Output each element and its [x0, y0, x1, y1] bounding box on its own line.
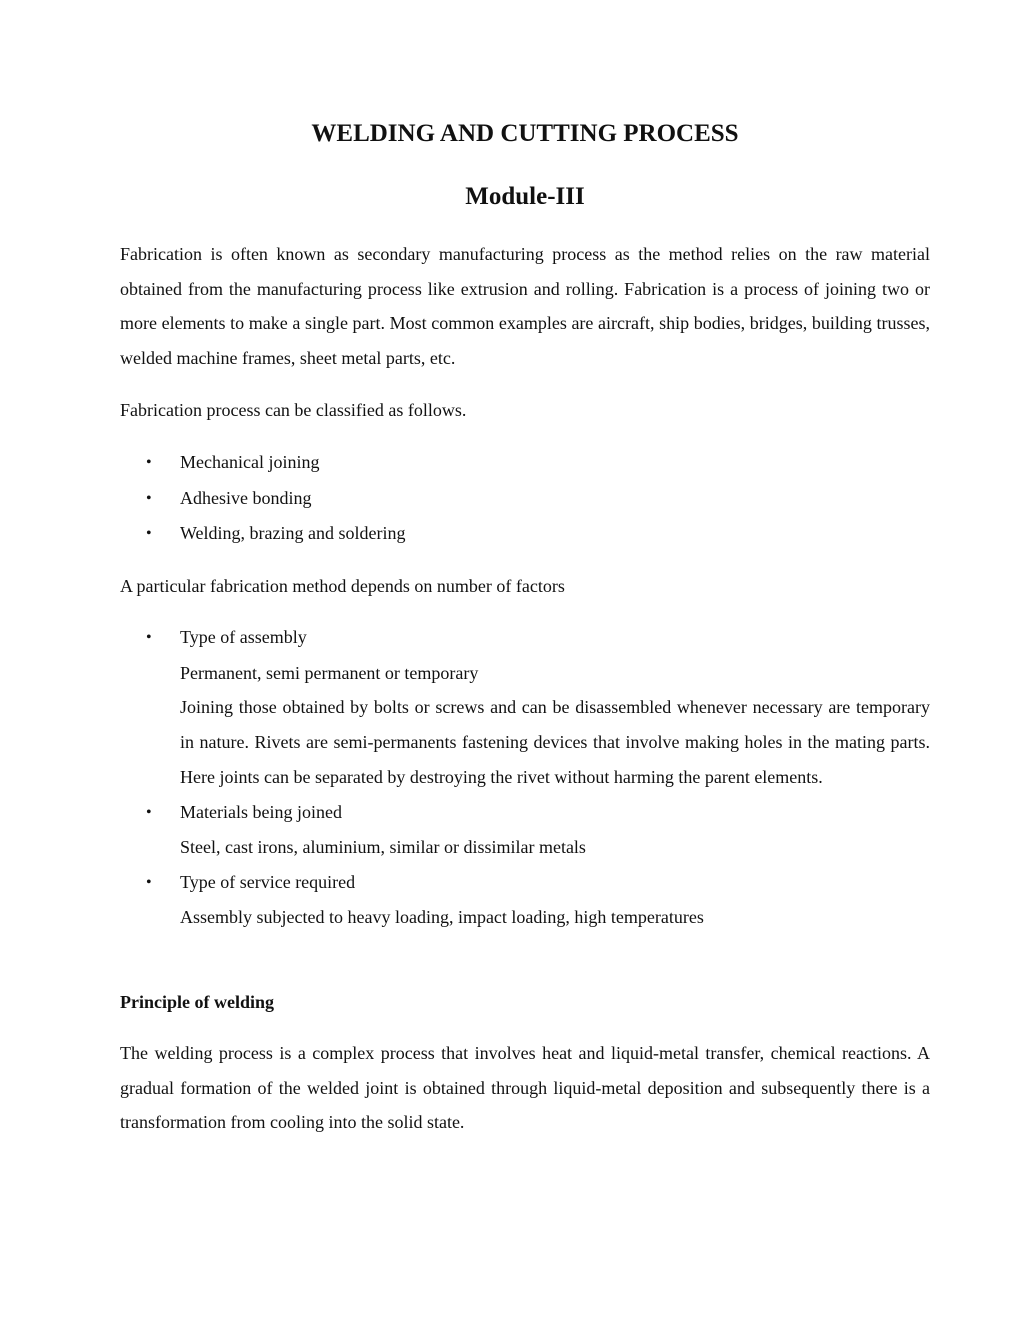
list-item-text: Welding, brazing and soldering	[180, 523, 406, 543]
bullet-icon: •	[146, 873, 152, 891]
factors-list	[120, 620, 930, 935]
list-item	[120, 516, 930, 552]
classification-intro: Fabrication process can be classified as follows.	[120, 400, 467, 420]
classification-list	[120, 445, 930, 552]
module-subtitle: Module-III	[465, 183, 585, 210]
factor-label: Type of service required	[180, 871, 356, 892]
principle-paragraph: The welding process is a complex process that involves heat and liquid-metal transfer, chemical reactions. A gradual formation of the welded joint is obtained through liquid-metal deposition and subsequently there is a transformation from cooling into the solid state.	[120, 1043, 930, 1133]
intro-paragraph: Fabrication is often known as secondary manufacturing process as the method relies on the raw material obtained from the manufacturing process like extrusion and rolling. Fabrication is a process of joining two or more elements to make a single part. Most common examples are aircraft, ship bodies, bridges, building trusses, welded machine frames, sheet metal parts, etc.	[120, 244, 930, 369]
bullet-icon: •	[146, 525, 152, 542]
principle-heading: Principle of welding	[120, 992, 274, 1012]
factor-label: Materials being joined	[180, 801, 342, 822]
list-item-text: Adhesive bonding	[180, 487, 312, 508]
bullet-icon: •	[146, 803, 152, 821]
bullet-icon: •	[146, 629, 152, 646]
list-item-text: Mechanical joining	[180, 452, 320, 472]
factor-detail: Steel, cast irons, aluminium, similar or dissimilar metals	[180, 837, 586, 858]
factor-detail: Joining those obtained by bolts or screws and can be disassembled whenever necessary are temporary in nature. Rivets are semi-permanents fastening devices that involve making holes in the mating parts. Here joints can be separated by destroying the rivet without harming the parent elements.	[180, 697, 930, 787]
list-item	[120, 795, 930, 865]
factor-detail: Assembly subjected to heavy loading, impact loading, high temperatures	[180, 907, 704, 928]
list-item	[120, 481, 930, 517]
list-item	[120, 865, 930, 935]
bullet-icon: •	[146, 454, 152, 471]
factor-label: Type of assembly	[180, 627, 307, 647]
document-title: WELDING AND CUTTING PROCESS	[311, 120, 739, 147]
list-item	[120, 620, 930, 795]
factor-detail: Permanent, semi permanent or temporary	[180, 662, 479, 683]
factors-intro: A particular fabrication method depends on number of factors	[120, 576, 565, 596]
bullet-icon: •	[146, 489, 152, 507]
list-item	[120, 445, 930, 481]
